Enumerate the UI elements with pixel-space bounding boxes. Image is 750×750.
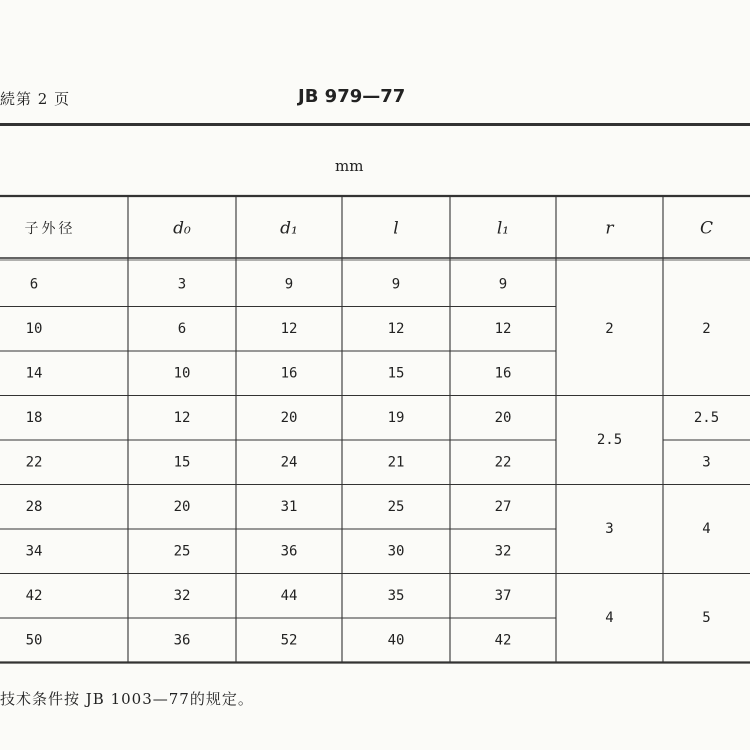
table-cell: 21 xyxy=(387,454,405,471)
table-cell: 20 xyxy=(173,498,191,515)
table-cell: 42 xyxy=(25,587,43,604)
column-header: C xyxy=(699,218,714,239)
table-cell: 12 xyxy=(173,409,191,426)
footnote: 技术条件按 JB 1003—77的规定。 xyxy=(0,690,254,708)
c-value-cell: 2 xyxy=(702,320,711,337)
r-value-cell: 2.5 xyxy=(596,432,623,448)
table-cell: 3 xyxy=(177,276,187,293)
table-cell: 9 xyxy=(284,276,294,293)
table-cell: 12 xyxy=(280,320,298,337)
r-value-cell: 4 xyxy=(605,610,614,626)
table-cell: 12 xyxy=(387,320,405,337)
table-cell: 50 xyxy=(25,632,43,649)
table-cell: 15 xyxy=(387,365,405,382)
c-value-cell: 5 xyxy=(702,610,711,626)
c-value-cell: 3 xyxy=(702,454,711,471)
table-cell: 20 xyxy=(494,409,512,426)
table-cell: 25 xyxy=(387,498,405,515)
table-cell: 15 xyxy=(173,454,191,471)
table-cell: 9 xyxy=(498,276,508,293)
table-cell: 31 xyxy=(280,498,298,515)
table-cell: 10 xyxy=(173,365,191,382)
table-cell: 10 xyxy=(25,320,43,337)
table-cell: 20 xyxy=(280,409,298,426)
table-cell: 27 xyxy=(494,498,512,515)
r-value-cell: 3 xyxy=(605,521,614,537)
standard-code: JB 979—77 xyxy=(298,86,406,107)
table-cell: 19 xyxy=(387,409,405,426)
table-cell: 30 xyxy=(387,543,405,560)
table-cell: 16 xyxy=(280,365,298,382)
table-cell: 6 xyxy=(177,320,187,337)
table-cell: 36 xyxy=(173,632,191,649)
table-cell: 24 xyxy=(280,454,298,471)
page-label: 続第 2 页 xyxy=(0,90,71,108)
column-header: 子外径 xyxy=(24,221,76,237)
c-value-cell: 2.5 xyxy=(693,409,720,426)
table-cell: 22 xyxy=(494,454,512,471)
table-cell: 14 xyxy=(25,365,43,382)
unit-label: mm xyxy=(335,157,364,175)
table-cell: 22 xyxy=(25,454,43,471)
c-value-cell: 4 xyxy=(702,521,711,537)
table-cell: 25 xyxy=(173,543,191,560)
table-cell: 40 xyxy=(387,632,405,649)
column-header: r xyxy=(605,218,614,239)
column-header: l₁ xyxy=(496,218,510,239)
table-cell: 36 xyxy=(280,543,298,560)
r-value-cell: 2 xyxy=(605,320,614,337)
column-header: d₁ xyxy=(280,218,298,239)
table-cell: 18 xyxy=(25,409,43,426)
table-cell: 12 xyxy=(494,320,512,337)
table-cell: 37 xyxy=(494,587,512,604)
table-cell: 34 xyxy=(25,543,43,560)
table-cell: 9 xyxy=(391,276,401,293)
column-header: l xyxy=(393,218,399,239)
table-cell: 35 xyxy=(387,587,405,604)
table-cell: 42 xyxy=(494,632,512,649)
table-cell: 6 xyxy=(29,276,39,293)
table-cell: 44 xyxy=(280,587,298,604)
table-cell: 32 xyxy=(494,543,512,560)
table-cell: 28 xyxy=(25,498,43,515)
column-header: d₀ xyxy=(173,218,191,239)
table-cell: 32 xyxy=(173,587,191,604)
table-cell: 52 xyxy=(280,632,298,649)
table-cell: 16 xyxy=(494,365,512,382)
